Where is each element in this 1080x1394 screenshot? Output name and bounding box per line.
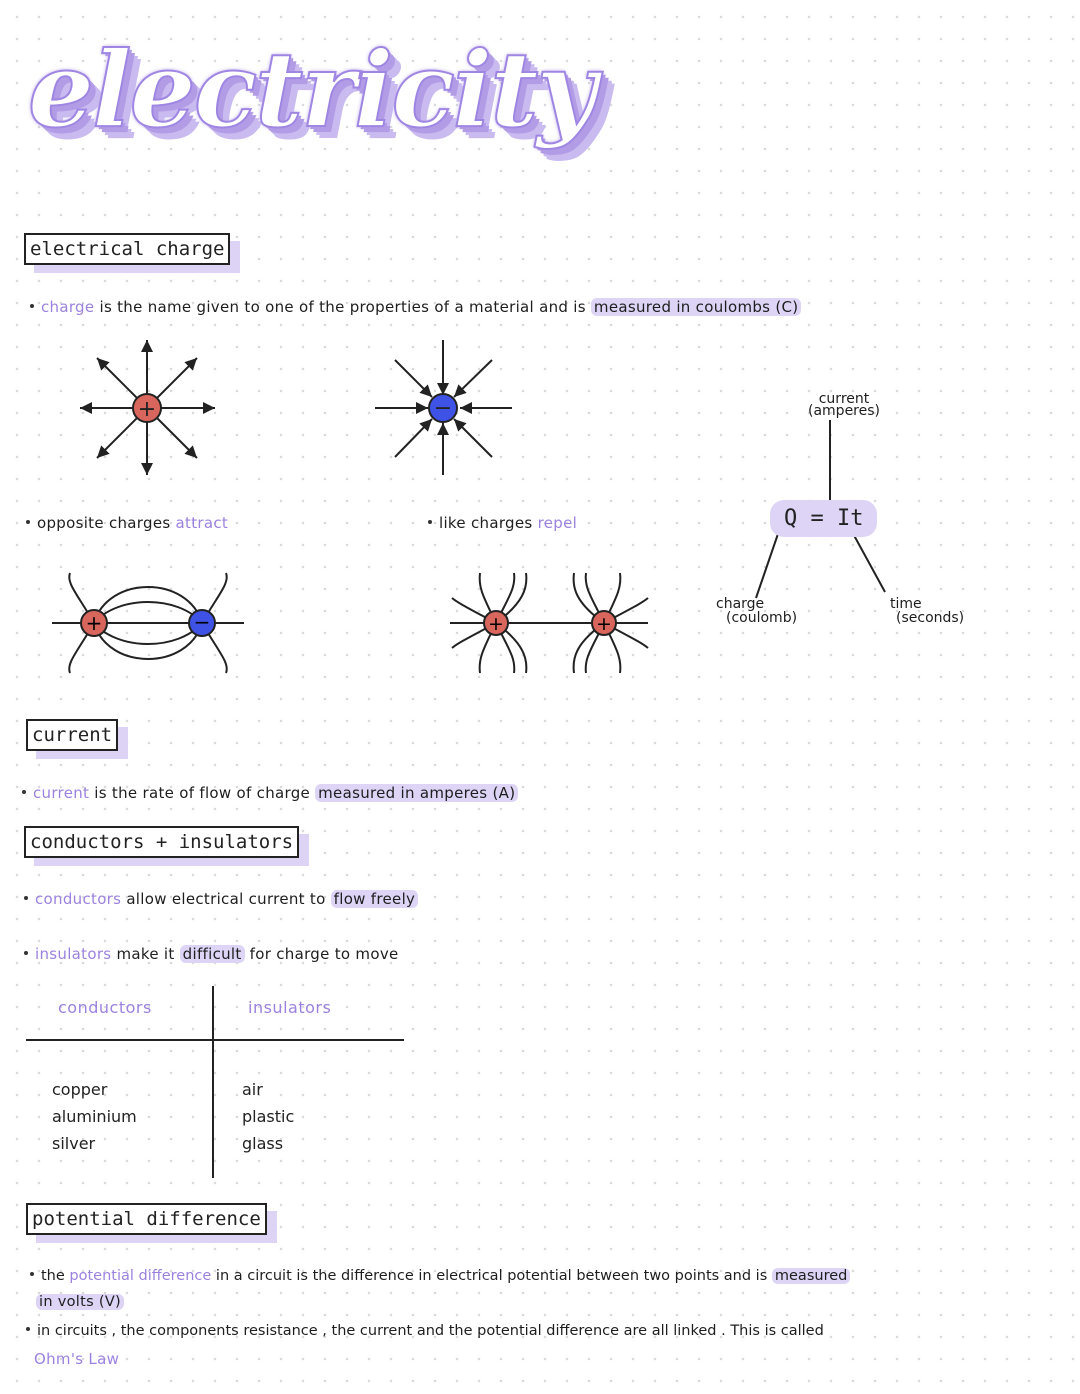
positive-symbol: +	[85, 611, 103, 635]
insulators-list	[242, 1076, 294, 1157]
term-charge: charge	[41, 298, 95, 316]
highlight-difficult: difficult	[180, 945, 245, 963]
term-insulators: insulators	[35, 945, 112, 963]
pd-definition-continued	[36, 1294, 124, 1310]
term-current: current	[33, 784, 90, 802]
table-vertical-divider	[212, 986, 214, 1178]
time-unit: (seconds)	[896, 610, 965, 626]
bullet	[30, 1272, 34, 1276]
conductors-list	[52, 1076, 137, 1157]
heading-electrical-charge: electrical charge	[24, 233, 230, 265]
attraction-field-diagram	[48, 565, 248, 675]
term-potential-difference: potential difference	[69, 1268, 212, 1284]
highlight-volts: in volts (V)	[36, 1294, 124, 1310]
positive-symbol: +	[488, 613, 504, 635]
text: is the rate of flow of charge	[89, 784, 316, 802]
time-label	[890, 597, 964, 625]
term-attract: attract	[175, 514, 229, 532]
charge-unit: (coulomb)	[726, 610, 798, 626]
bullet	[22, 790, 26, 794]
text: the	[41, 1268, 70, 1284]
negative-charge-field-diagram	[370, 335, 520, 485]
page-title: electricity	[28, 28, 595, 151]
negative-symbol: −	[193, 610, 211, 634]
list-item: silver	[52, 1134, 96, 1153]
positive-charge-field-diagram	[75, 335, 225, 485]
negative-symbol: −	[433, 396, 453, 421]
time-word: time	[890, 596, 922, 612]
current-word: current	[818, 391, 870, 407]
current-label	[808, 393, 880, 417]
charge-definition	[30, 298, 801, 316]
table-header-insulators: insulators	[248, 998, 332, 1017]
list-item: plastic	[242, 1107, 295, 1126]
positive-symbol: +	[137, 397, 157, 422]
like-charges-text	[428, 514, 577, 532]
ohms-law-text	[26, 1323, 824, 1339]
term-conductors: conductors	[35, 890, 122, 908]
text: for charge to move	[244, 945, 399, 963]
text: opposite charges	[37, 514, 176, 532]
text: allow electrical current to	[121, 890, 331, 908]
text: in a circuit is the difference in electrical potential between two points and is	[211, 1268, 772, 1284]
repulsion-field-diagram	[448, 568, 658, 678]
charge-word: charge	[716, 596, 765, 612]
list-item: air	[242, 1080, 263, 1099]
heading-potential-difference: potential difference	[26, 1203, 267, 1235]
list-item: copper	[52, 1080, 108, 1099]
text: is the name given to one of the properties of a material and is	[94, 298, 591, 316]
current-unit: (amperes)	[808, 403, 880, 419]
highlight-measured: measured	[772, 1268, 850, 1284]
term-repel: repel	[537, 514, 578, 532]
charge-label	[716, 597, 797, 625]
text: like charges	[439, 514, 538, 532]
bullet	[26, 1327, 30, 1331]
highlight-amperes: measured in amperes (A)	[315, 784, 518, 802]
heading-current: current	[26, 719, 118, 751]
table-horizontal-divider	[26, 1039, 404, 1041]
text: make it	[111, 945, 180, 963]
highlight-coulombs: measured in coulombs (C)	[591, 298, 802, 316]
pd-definition	[30, 1268, 850, 1284]
list-item: aluminium	[52, 1107, 137, 1126]
bullet	[30, 304, 34, 308]
table-header-conductors: conductors	[58, 998, 152, 1017]
term-ohms-law: Ohm's Law	[34, 1350, 120, 1368]
opposite-charges-text	[26, 514, 228, 532]
list-item: glass	[242, 1134, 284, 1153]
positive-symbol: +	[596, 613, 612, 635]
bullet	[24, 951, 28, 955]
text: in circuits , the components resistance , the current and the potential difference are all linked . This is called	[37, 1323, 824, 1339]
bullet	[26, 520, 30, 524]
current-definition	[22, 784, 518, 802]
formula-q-equals-it: Q = It	[770, 500, 877, 537]
bullet	[24, 896, 28, 900]
conductors-definition	[24, 890, 418, 908]
insulators-definition	[24, 945, 399, 963]
highlight-flow-freely: flow freely	[331, 890, 419, 908]
heading-conductors-insulators: conductors + insulators	[24, 826, 299, 858]
bullet	[428, 520, 432, 524]
